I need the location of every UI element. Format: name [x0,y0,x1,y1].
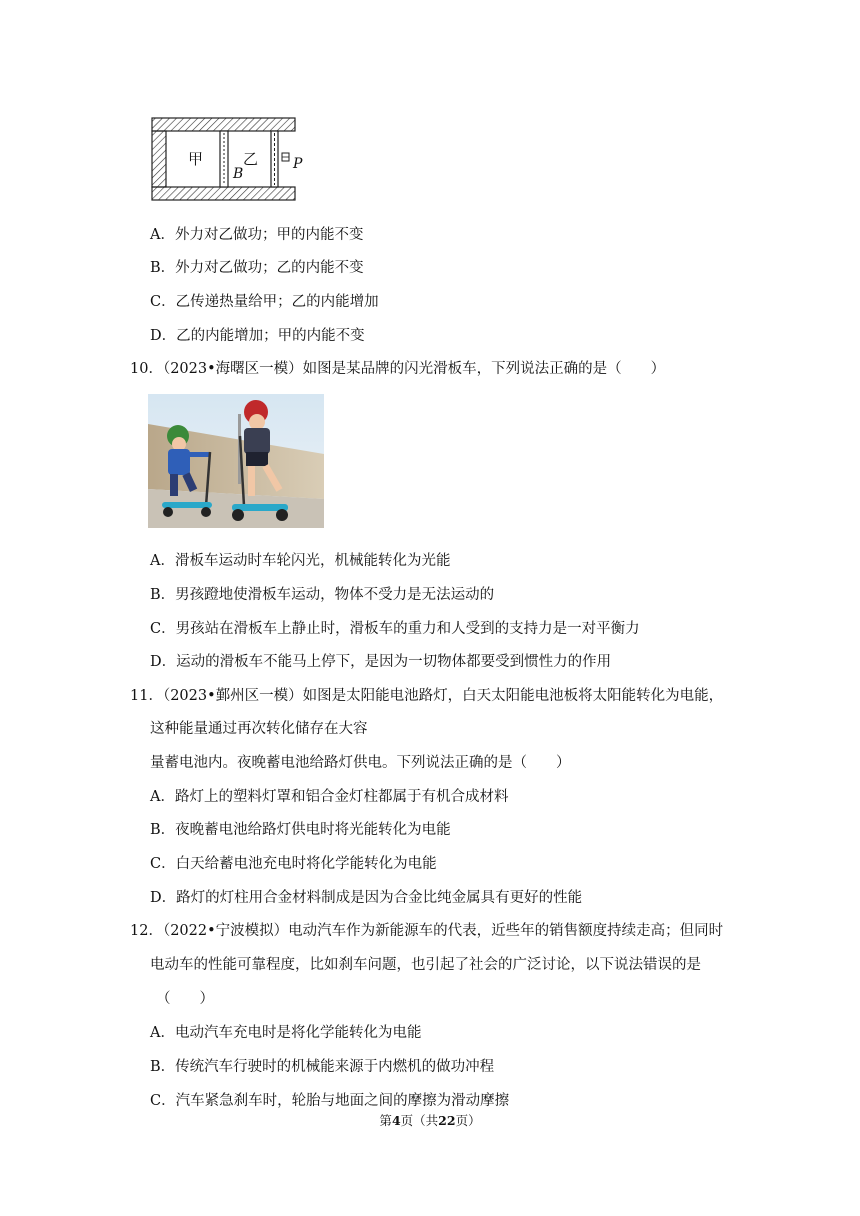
cylinder-left-wall [152,131,166,187]
diagram-label-yi: 乙 [243,150,259,168]
page-footer [0,1111,860,1129]
q11-option-d: D．路灯的灯柱用合金材料制成是因为合金比纯金属具有更好的性能 [150,890,583,906]
q9-option-c: C．乙传递热量给甲；乙的内能增加 [150,294,379,310]
footer-mid: 页（共 [400,1113,439,1128]
diagram-label-P: P [293,156,303,172]
q11-stem-line2: 这种能量通过再次转化储存在大容 [150,721,368,737]
cylinder-top-wall [152,118,295,131]
q11-option-a: A．路灯上的塑料灯罩和铝合金灯柱都属于有机合成材料 [150,789,509,805]
q11-option-c: C．白天给蓄电池充电时将化学能转化为电能 [150,856,437,872]
q9-option-b: B．外力对乙做功；乙的内能不变 [150,260,364,276]
diagram-label-jia: 甲 [188,150,204,168]
q11-stem-line3: 量蓄电池内。夜晚蓄电池给路灯供电。下列说法正确的是（ ） [150,755,571,771]
scooter-photo [148,394,324,528]
footer-prefix: 第 [379,1113,392,1128]
q10-option-d: D．运动的滑板车不能马上停下，是因为一切物体都要受到惯性力的作用 [150,654,612,670]
q10-option-c: C．男孩站在滑板车上静止时，滑板车的重力和人受到的支持力是一对平衡力 [150,621,640,637]
q9-option-a: A．外力对乙做功；甲的内能不变 [150,227,364,243]
footer-total-pages: 22 [438,1113,456,1128]
q11-stem-line1: 11．（2023•鄞州区一模）如图是太阳能电池路灯，白天太阳能电池板将太阳能转化为电能， [130,688,724,704]
footer-suffix: 页） [455,1113,481,1128]
q12-stem-line1: 12．（2022•宁波模拟）电动汽车作为新能源车的代表，近些年的销售额度持续走高；但同时 [130,923,724,939]
q12-stem-line3: （ ） [156,991,214,1007]
cylinder-diagram [150,116,303,206]
diagram-label-B: B [233,166,244,182]
q11-option-b: B．夜晚蓄电池给路灯供电时将光能转化为电能 [150,822,451,838]
footer-page-number: 4 [391,1113,401,1128]
q10-option-a: A．滑板车运动时车轮闪光，机械能转化为光能 [150,553,451,569]
q12-option-a: A．电动汽车充电时是将化学能转化为电能 [150,1025,422,1041]
q9-option-d: D．乙的内能增加；甲的内能不变 [150,328,365,344]
q12-stem-line2: 电动车的性能可靠程度，比如刹车问题，也引起了社会的广泛讨论，以下说法错误的是 [150,957,701,973]
cylinder-bottom-wall [152,187,295,200]
q12-option-c: C．汽车紧急刹车时，轮胎与地面之间的摩擦为滑动摩擦 [150,1093,510,1109]
q10-option-b: B．男孩蹬地使滑板车运动，物体不受力是无法运动的 [150,587,495,603]
q12-option-b: B．传统汽车行驶时的机械能来源于内燃机的做功冲程 [150,1059,495,1075]
q10-stem: 10．（2023•海曙区一模）如图是某品牌的闪光滑板车，下列说法正确的是（ ） [130,361,666,377]
